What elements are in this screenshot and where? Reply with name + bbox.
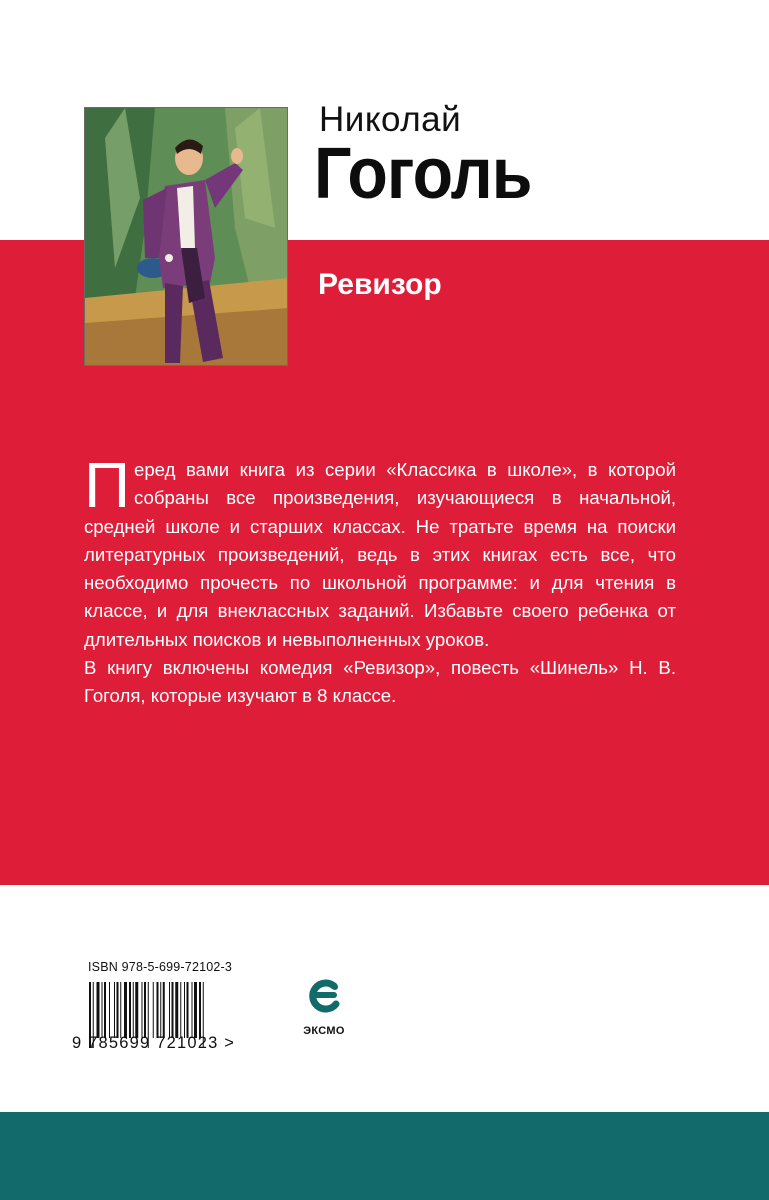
barcode-bar xyxy=(172,982,174,1038)
author-first-name: Николай xyxy=(319,100,462,139)
barcode-bar xyxy=(129,982,131,1038)
barcode-bar xyxy=(114,982,115,1038)
description-paragraph-1 xyxy=(84,449,676,654)
barcode-bar xyxy=(144,982,146,1038)
barcode-bar xyxy=(187,982,189,1038)
publisher-logo xyxy=(296,974,352,1037)
portrait-illustration-icon xyxy=(84,107,288,366)
teal-bottom-band xyxy=(0,1112,769,1200)
barcode-bar xyxy=(102,982,103,1038)
description-paragraph-1-text: еред вами книга из серии «Классика в школе», в которой собраны все произведения, изучающиеся в начальной, средней школе и старших классах. Не тратьте время на поиски литературных произведений, ведь в этих книгах есть все, что необходимо прочесть по школьной программе: и для чтения в классе, и для внеклассных заданий. Избавьте своего ребенка от длительных поисков и невыполненных уроков. xyxy=(84,459,676,650)
barcode-bar xyxy=(163,982,165,1038)
barcode-bar xyxy=(160,982,161,1038)
barcode-bar xyxy=(104,982,106,1038)
drop-cap-letter: П xyxy=(84,449,130,521)
barcode-bar xyxy=(120,982,121,1038)
barcode-bar xyxy=(157,982,159,1038)
description-block xyxy=(84,449,676,711)
barcode-bar xyxy=(169,982,170,1038)
barcode-bar xyxy=(194,982,197,1038)
barcode-bar xyxy=(192,982,193,1038)
book-title: Ревизор xyxy=(318,268,442,301)
barcode-bar xyxy=(109,982,110,1038)
barcode-bar xyxy=(142,982,143,1038)
barcode-bar xyxy=(117,982,119,1038)
description-paragraph-2: В книгу включены комедия «Ревизор», повесть «Шинель» Н. В. Гоголя, которые изучают в 8 классе. xyxy=(84,657,676,707)
barcode-bar xyxy=(175,982,178,1038)
eksmo-logo-icon xyxy=(302,974,346,1018)
barcode-digits: 9 785699 721023 > xyxy=(72,1034,236,1052)
barcode-bar xyxy=(184,982,185,1038)
publisher-name: ЭКСМО xyxy=(303,1025,345,1037)
barcode-bar xyxy=(97,982,100,1038)
isbn-label: ISBN 978-5-699-72102-3 xyxy=(88,960,233,974)
barcode-bar xyxy=(199,982,201,1038)
barcode-bar xyxy=(133,982,134,1038)
barcode-bar xyxy=(180,982,181,1038)
barcode-bar xyxy=(135,982,138,1038)
barcode-bar xyxy=(124,982,127,1038)
author-last-name: Гоголь xyxy=(314,134,532,214)
barcode-bar xyxy=(153,982,154,1038)
